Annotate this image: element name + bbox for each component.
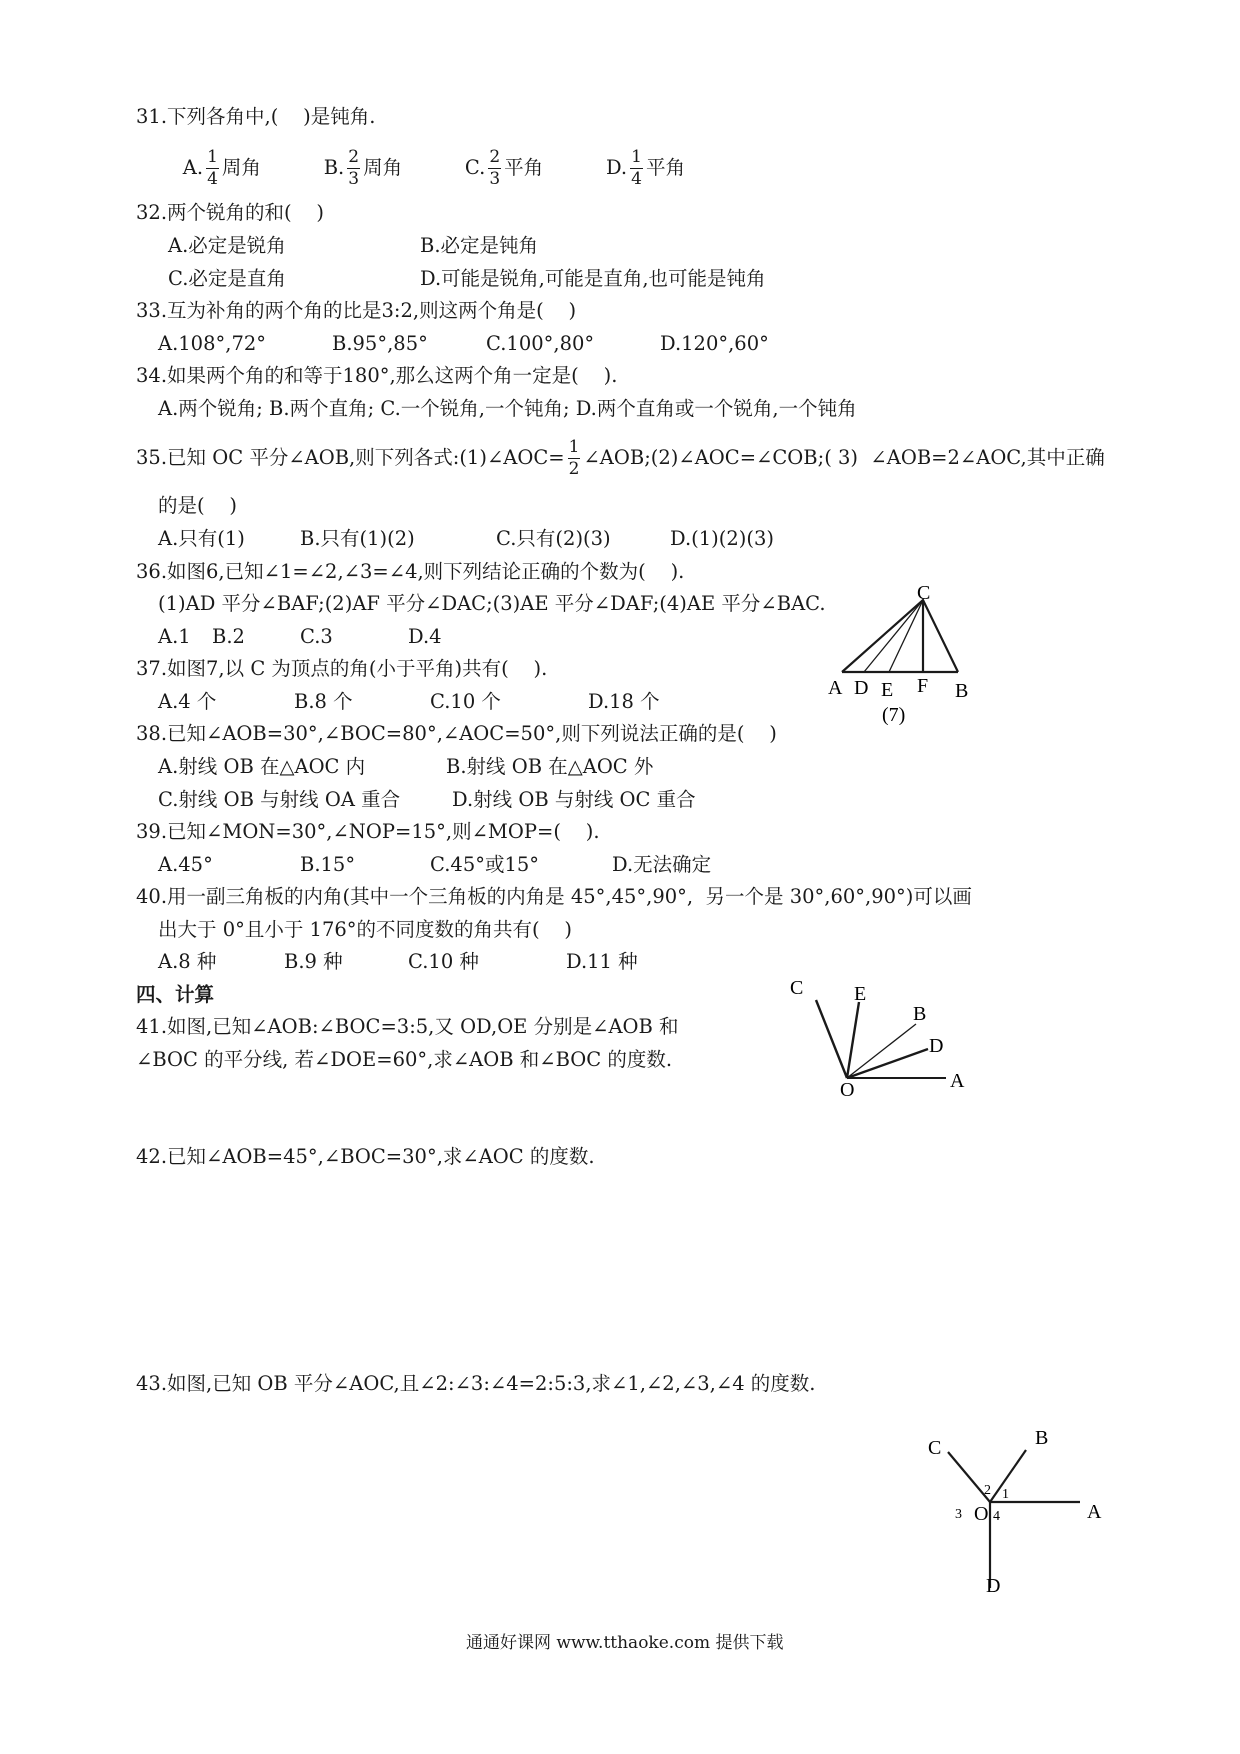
- q37-option-a: A.4 个: [158, 690, 217, 713]
- q35-option-a: A.只有(1): [158, 527, 245, 550]
- fig7-label-d: D: [854, 677, 869, 699]
- q31-stem: 31.下列各角中,( )是钝角.: [136, 105, 376, 128]
- fig43-angle-2: 2: [984, 1483, 991, 1498]
- q36-stem: 36.如图6,已知∠1=∠2,∠3=∠4,则下列结论正确的个数为( ).: [136, 560, 685, 583]
- fig41-label-b: B: [913, 1003, 927, 1025]
- fraction: $\frac{2}{3}$: [489, 146, 501, 189]
- figure-41-rays: [780, 970, 980, 1100]
- q40-option-b: B.9 种: [284, 950, 343, 973]
- q32-option-c: C.必定是直角: [168, 267, 286, 290]
- q39-stem: 39.已知∠MON=30°,∠NOP=15°,则∠MOP=( ).: [136, 820, 600, 843]
- q36-option-b: B.2: [212, 625, 245, 648]
- q34-stem: 34.如果两个角的和等于180°,那么这两个角一定是( ).: [136, 364, 618, 387]
- q38-option-c: C.射线 OB 与射线 OA 重合: [158, 788, 401, 811]
- q32-option-d: D.可能是锐角,可能是直角,也可能是钝角: [420, 267, 766, 290]
- q39-option-a: A.45°: [158, 853, 213, 876]
- q35-option-b: B.只有(1)(2): [300, 527, 415, 550]
- q40-option-c: C.10 种: [408, 950, 479, 973]
- q32-option-a: A.必定是锐角: [168, 234, 286, 257]
- q33-option-d: D.120°,60°: [660, 332, 769, 355]
- fig41-label-d: D: [929, 1035, 944, 1057]
- q35-option-d: D.(1)(2)(3): [670, 527, 775, 550]
- q41-stem-line1: 41.如图,已知∠AOB:∠BOC=3:5,又 OD,OE 分别是∠AOB 和: [136, 1015, 679, 1038]
- fig43-angle-4: 4: [993, 1509, 1000, 1524]
- q37-option-c: C.10 个: [430, 690, 501, 713]
- q36-option-d: D.4: [408, 625, 442, 648]
- fig7-label-b: B: [955, 680, 969, 702]
- fig41-label-e: E: [854, 983, 867, 1005]
- fig43-label-b: B: [1035, 1427, 1049, 1449]
- q33-option-a: A.108°,72°: [158, 332, 267, 355]
- q39-option-c: C.45°或15°: [430, 853, 540, 876]
- q40-stem-line2: 出大于 0°且小于 176°的不同度数的角共有( ): [158, 918, 573, 941]
- fig7-label-a: A: [828, 677, 843, 699]
- fig41-label-c: C: [790, 977, 804, 999]
- q39-option-d: D.无法确定: [612, 853, 712, 876]
- q36-option-a: A.1: [158, 625, 191, 648]
- q37-stem: 37.如图7,以 C 为顶点的角(小于平角)共有( ).: [136, 657, 548, 680]
- q38-option-b: B.射线 OB 在△AOC 外: [446, 755, 654, 778]
- q40-option-a: A.8 种: [158, 950, 217, 973]
- q33-stem: 33.互为补角的两个角的比是3:2,则这两个角是( ): [136, 299, 577, 322]
- fraction: $\frac{2}{3}$: [348, 146, 360, 189]
- fig7-label-c: C: [917, 585, 931, 604]
- q37-option-b: B.8 个: [294, 690, 353, 713]
- footer-credit: 通通好课网 www.tthaoke.com 提供下载: [466, 1633, 784, 1653]
- fig43-label-a: A: [1087, 1501, 1102, 1523]
- q40-stem-line1: 40.用一副三角板的内角(其中一个三角板的内角是 45°,45°,90°, 另一个是 30°,60°,90°)可以画: [136, 885, 972, 908]
- figure-7-triangle: [820, 585, 990, 725]
- q35-stem: 35.已知 OC 平分∠AOB,则下列各式:(1)∠AOC= $\frac{1}{2}$ ∠AOB;(2)∠AOC=∠COB;( 3) ∠AOB=2∠AOC,其中正确: [136, 436, 1105, 479]
- q35-stem-continued: 的是( ): [158, 494, 238, 517]
- q38-stem: 38.已知∠AOB=30°,∠BOC=80°,∠AOC=50°,则下列说法正确的是( ): [136, 722, 777, 745]
- fraction: $\frac{1}{4}$: [207, 146, 218, 189]
- q31-option-c: C. $\frac{2}{3}$ 平角: [464, 146, 544, 189]
- fig43-angle-1: 1: [1002, 1487, 1009, 1502]
- q38-option-a: A.射线 OB 在△AOC 内: [158, 755, 366, 778]
- fig43-angle-3: 3: [955, 1507, 962, 1522]
- q41-stem-line2: ∠BOC 的平分线, 若∠DOE=60°,求∠AOB 和∠BOC 的度数.: [136, 1048, 673, 1071]
- fig41-label-o: O: [840, 1079, 855, 1100]
- q34-options: A.两个锐角; B.两个直角; C.一个锐角,一个钝角; D.两个直角或一个锐角,一个钝角: [158, 397, 857, 420]
- q40-option-d: D.11 种: [566, 950, 638, 973]
- fig43-label-o: O: [974, 1503, 989, 1525]
- fig43-label-d: D: [986, 1575, 1001, 1597]
- fig7-label-e: E: [881, 679, 894, 701]
- q36-option-c: C.3: [300, 625, 333, 648]
- fraction: $\frac{1}{2}$: [568, 436, 580, 479]
- q39-option-b: B.15°: [300, 853, 356, 876]
- q38-option-d: D.射线 OB 与射线 OC 重合: [452, 788, 696, 811]
- q31-option-d: D. $\frac{1}{4}$ 平角: [605, 146, 685, 189]
- q31-options: [158, 140, 685, 196]
- q32-stem: 32.两个锐角的和( ): [136, 201, 325, 224]
- q31-option-a: A. $\frac{1}{4}$ 周角: [182, 146, 261, 189]
- fig7-label-f: F: [917, 675, 929, 697]
- q32-option-b: B.必定是钝角: [420, 234, 539, 257]
- section-heading: 四、计算: [136, 983, 215, 1006]
- fig43-label-c: C: [928, 1437, 942, 1459]
- q36-line2: (1)AD 平分∠BAF;(2)AF 平分∠DAC;(3)AE 平分∠DAF;(4)AE 平分∠BAC.: [158, 592, 826, 615]
- q43-stem: 43.如图,已知 OB 平分∠AOC,且∠2:∠3:∠4=2:5:3,求∠1,∠2,∠3,∠4 的度数.: [136, 1372, 816, 1395]
- figure-43-rays: [910, 1420, 1110, 1600]
- fig7-caption: (7): [882, 704, 906, 725]
- q33-option-b: B.95°,85°: [332, 332, 428, 355]
- q33-option-c: C.100°,80°: [486, 332, 595, 355]
- q37-option-d: D.18 个: [588, 690, 660, 713]
- q42-stem: 42.已知∠AOB=45°,∠BOC=30°,求∠AOC 的度数.: [136, 1145, 595, 1168]
- fraction: $\frac{1}{4}$: [631, 146, 642, 189]
- q31-option-b: B. $\frac{2}{3}$ 周角: [323, 146, 403, 189]
- fig41-label-a: A: [950, 1070, 965, 1092]
- q35-option-c: C.只有(2)(3): [496, 527, 611, 550]
